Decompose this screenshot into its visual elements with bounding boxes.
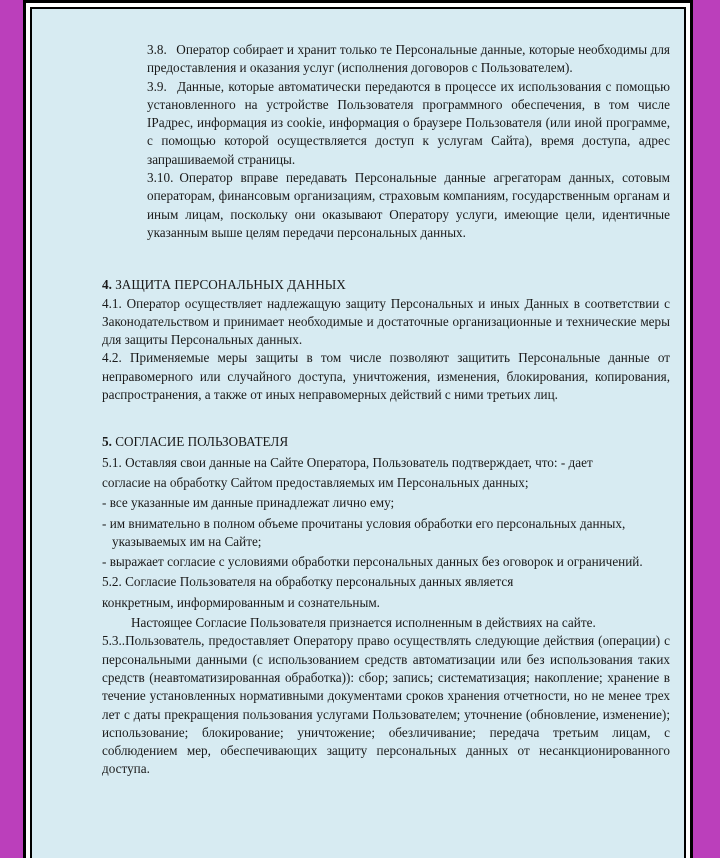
section-5-para-2-line-1: 5.2. Согласие Пользователя на обработку персональных данных является xyxy=(102,574,514,590)
section-5-para-3: Настоящее Согласие Пользователя признается исполненным в действиях на сайте. xyxy=(131,615,596,631)
section-5-dash-2: - им внимательно в полном объеме прочитаны условия обработки его персональных данных, указываемых им на Сайте; xyxy=(102,515,626,549)
section-4-para-2: 4.2. Применяемые меры защиты в том числе позволяют защитить Персональные данные от неправомерного или случайного доступа, уничтожения, изменения, блокирования, копирования, распространения, а также от иных неправомерных действий с ними третьих лиц. xyxy=(102,350,670,403)
document-page xyxy=(32,9,684,858)
document-content xyxy=(102,41,670,779)
clause-3-9: 3.9. Данные, которые автоматически передаются в процессе их использования с помощью установленного на устройстве Пользователя программного обеспечения, в том числе IPадрес, информация из cookie, информация о браузере Пользователя (или иной программе, с помощью которой осуществляется доступ к услугам Сайта), время доступа, адрес запрашиваемой страницы. xyxy=(147,78,671,167)
section-5-para-1-line-1: 5.1. Оставляя свои данные на Сайте Оператора, Пользователь подтверждает, что: - дает xyxy=(102,454,593,470)
section-5-para-1-line-2: согласие на обработку Сайтом предоставляемых им Персональных данных; xyxy=(102,474,529,490)
clause-3-10: 3.10. Оператор вправе передавать Персональные данные агрегаторам данных, сотовым операторам, финансовым организациям, страховым компаниям, государственным органам и иным лицам, поскольку они оказывают Оператору услуги, имеющие цели, идентичные указанным выше целям передачи персональных данных. xyxy=(147,170,670,240)
section-4-para-1: 4.1. Оператор осуществляет надлежащую защиту Персональных и иных Данных в соответствии с Законодательством и принимает необходимые и достаточные организационные и технические меры для защиты Персональных данных. xyxy=(102,295,670,348)
section-5-dash-1: - все указанные им данные принадлежат лично ему; xyxy=(102,495,395,511)
section-4-heading: 4. ЗАЩИТА ПЕРСОНАЛЬНЫХ ДАННЫХ xyxy=(102,277,346,293)
section-5-para-4: 5.3..Пользователь, предоставляет Оператору право осуществлять следующие действия (операции) с персональными данными (с использованием средств автоматизации или без использования таких средств (неавтоматизированная обработка)): сбор; запись; систематизация; накопление; хранение в течение установленных нормативными документами сроков хранения отчетности, но не менее трех лет с даты прекращения пользования услугами Пользователем; уточнение (обновление, изменение); использование; блокирование; уничтожение; обезличивание; передача третьим лицам, с соблюдением мер, обеспечивающих защиту персональных данных от несанкционированного доступа. xyxy=(102,633,670,777)
clause-3-8: 3.8. Оператор собирает и хранит только те Персональные данные, которые необходимы для предоставления и оказания услуг (исполнения договоров с Пользователем). xyxy=(147,42,670,76)
section-5-para-2-line-2: конкретным, информированным и сознательным. xyxy=(102,594,380,610)
section-5-dash-3: - выражает согласие с условиями обработки персональных данных без оговорок и ограничений. xyxy=(102,554,643,570)
section-5-heading: 5. СОГЛАСИЕ ПОЛЬЗОВАТЕЛЯ xyxy=(102,434,289,450)
section-5-consent xyxy=(102,454,670,633)
